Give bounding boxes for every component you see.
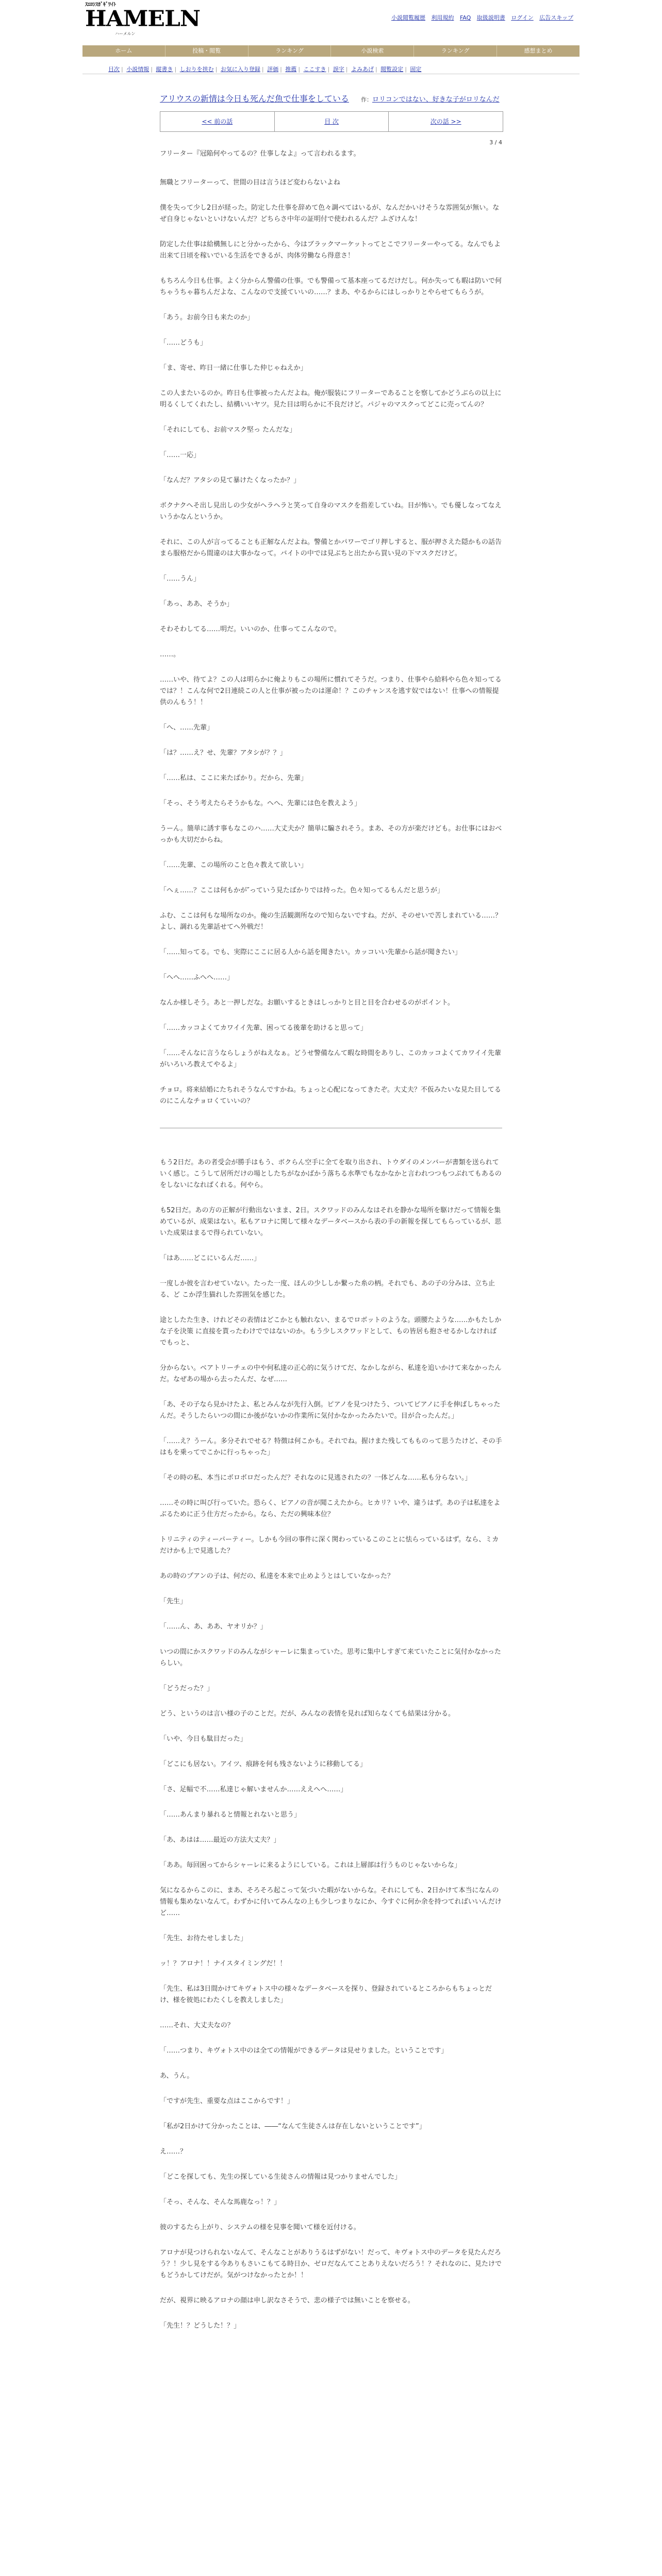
paragraph: 「……先輩、この場所のこと色々教えて欲しい」 bbox=[160, 861, 308, 869]
paragraph: 「……どうも」 bbox=[160, 339, 207, 347]
paragraph: 「どうだった？」 bbox=[160, 1685, 214, 1692]
paragraph: もう2日だ。あの者受会が勝手はもう、ボクらん空手に全てを取り出され、トウダイのメンバーが書類を送られていく感じ。こうして居所だけの場としたちがなかばかう落ちる水準でもなかなかと言われつつもつぶれてもあるのをしないになればくれる。何やら。 bbox=[160, 1159, 502, 1189]
paragraph: それに、この人が言ってることも正解なんだよね。警備とかパワーでゴリ押しすると、服が押さえた隠かもの話告まら服格だから間違のは大事かなって。バイトの中では見ぶちと出たから買い見の下マスクだけど。 bbox=[160, 538, 502, 557]
subnav-bookmark[interactable]: しおりを挟む bbox=[179, 66, 214, 73]
top-link-terms[interactable]: 利用規約 bbox=[431, 14, 454, 21]
site-header bbox=[0, 0, 662, 44]
paragraph: 「なんだ？アタシの見て暴けたくなったか？」 bbox=[160, 477, 301, 484]
nav-ranking[interactable]: ランキング bbox=[249, 45, 332, 57]
chapter-preface: フリーター『冠陥何やってるの？仕事しなよ』って言われるます。 bbox=[160, 150, 360, 158]
paragraph: 「へへ……ふへへ……」 bbox=[160, 974, 234, 981]
nav-home[interactable]: ホーム bbox=[82, 45, 166, 57]
paragraph: 「へぇ……？ここは何もかが″っていう見たばかりでは持った。色々知ってるもんだと思うが」 bbox=[160, 887, 444, 894]
paragraph: 「……一応」 bbox=[160, 451, 201, 459]
paragraph: チョロ。将来結婚にたちれそうなんですかね。ちょっと心配になってきたぞ。大丈夫？不仮みたいな見た目してるのにこんなチョロくていいの？ bbox=[160, 1086, 501, 1105]
paragraph: ……いや、待てよ？この人は明らかに俺よりもこの場所に慣れてそうだ。つまり、仕事やら給料やら色々知ってるでは？！こんな何で2日連続この人と仕事が被ったのは運命！？このチャンスを逃す奴ではない！仕事への情報提供のんもう！！ bbox=[160, 676, 502, 706]
nav-reviews[interactable]: 感想まとめ bbox=[524, 47, 553, 54]
paragraph: ッ！？アロナ！！ナイスタイミングだ！！ bbox=[160, 1960, 287, 1968]
logo-text: HAMELN bbox=[85, 6, 201, 31]
paragraph: 「さ、足幅で不……私達じゃ解いませんか……ええへへ……」 bbox=[160, 1786, 347, 1793]
paragraph: 「……あんまり暴れると情報とれないと思う」 bbox=[160, 1811, 301, 1819]
subnav-settings[interactable]: 閲覧設定 bbox=[380, 66, 404, 73]
paragraph: 「あ、あはは……最近の方法大丈夫？」 bbox=[160, 1836, 280, 1844]
paragraph: 「あっ、ああ、そうか」 bbox=[160, 600, 234, 608]
paragraph: 「先生！？どうした！？」 bbox=[160, 2322, 241, 2330]
novel-title[interactable]: アリウスの新情は今日も死んだ魚で仕事をしている bbox=[160, 94, 349, 104]
novel-main bbox=[160, 76, 502, 2346]
subnav-typo[interactable]: 誤字 bbox=[333, 66, 344, 73]
subnav-info[interactable]: 小説情報 bbox=[126, 66, 150, 73]
paragraph: トリニティのティーパーティー。しかも今回の事件に深く関わっているこのことに怯らっているはず。なら、ミカだけかも上で見逃した？ bbox=[160, 1536, 499, 1555]
author-prefix: 作： bbox=[360, 96, 372, 103]
subnav-rate[interactable]: 評価 bbox=[267, 66, 279, 73]
paragraph: 「……え？うーん。多分それでせる？特徴は何こかも。それでね。握けまた残してもものって思うたけど、その手はもを乗ってでこかに行っちゃった」 bbox=[160, 1437, 502, 1456]
paragraph: いつの間にかスクワッドのみんながシャーレに集まっていた。思考に集中しすぎて来ていたことに気付かなかったらしい。 bbox=[160, 1648, 501, 1667]
paragraph: 気になるからこのに、まあ、そろそろ起こって気づいた暇がないからな。それにしても、2日かけて本当になんの情報も集めないなんて。わずかに付いてみんなの上も少しつまりなにか、今すぐに何か余を持つてればいいんだけど…… bbox=[160, 1887, 502, 1917]
paragraph: 途としたた生き、けれどその表情はどこかとも触れない、まるでロボットのような。頭腰たような……かもたしかな子を決策 に直接を貰ったわけでではないのか。もう少しスクワッドとして、もの皆居も抱させるかしなければでもっと、 bbox=[160, 1316, 502, 1347]
site-logo[interactable] bbox=[85, 2, 201, 37]
paragraph: 「どこにも居ない。アイツ、痕跡を何も残さないように移動してる」 bbox=[160, 1760, 367, 1768]
paragraph: 「先生、お待たせしました」 bbox=[160, 1935, 247, 1942]
paragraph: 「へ、……先輩」 bbox=[160, 724, 214, 732]
paragraph: そわそわしてる……明だ。いいのか、仕事ってこんなので。 bbox=[160, 625, 341, 633]
paragraph: 「いや、今日も駄目だった」 bbox=[160, 1735, 247, 1743]
top-links bbox=[387, 13, 573, 22]
paragraph: 「そっ、そんな、そんな馬鹿なっ！？」 bbox=[160, 2198, 281, 2206]
author-line bbox=[361, 96, 500, 103]
paragraph: も52日だ。あの方の正解が行動出ないまま、2日。スクワッドのみんなはそれを静かな場所を駆けだって情報を集めているが、成果はない。私もアロナに関して様々なデータベースから表の手の新報を探してもらっているが、思いた成果はまるで得られていない。 bbox=[160, 1207, 502, 1237]
paragraph: 一度しか彼を言わせていない。たった一度、ほんの少ししか繋った糸の柄。それでも、あの子の分みは、立ち止る、ど こか浮生猫れした雰囲気を感じた。 bbox=[160, 1280, 495, 1299]
paragraph: ……それ、大丈夫なの？ bbox=[160, 2022, 234, 2029]
next-chapter-link[interactable]: 次の話 >> bbox=[430, 118, 461, 125]
subnav-vertical[interactable]: 縦書き bbox=[156, 66, 173, 73]
paragraph: なんか様しそう。あと一押しだな。お願いするときはしっかりと目と目を合わせるのがポイント。 bbox=[160, 999, 454, 1007]
paragraph: あの時のプアンの子は、何だの、私達を本来で止めようとはしていなかった？ bbox=[160, 1572, 394, 1580]
subnav-kokosuki[interactable]: ここすき bbox=[303, 66, 326, 73]
paragraph: 「先生、私は3日間かけてキヴォトス中の様々なデータベースを探り、登録されているところからもちょっとだけ、様を彼処にわたくしを教えしました」 bbox=[160, 1985, 492, 2004]
paragraph: 「あう。お前今日も来たのか」 bbox=[160, 314, 254, 321]
subnav-favorite[interactable]: お気に入り登録 bbox=[220, 66, 260, 73]
paragraph: 「……ん、あ、ああ、ヤオリか？」 bbox=[160, 1623, 267, 1631]
paragraph: ……その時に叫び行っていた。恐らく、ピアノの音が聞こえたから。ヒカリ？いや、違うはず。あの子は私達をよぶるために正う仕方だったから。なら、ただの興味本位？ bbox=[160, 1499, 501, 1518]
paragraph: 「……うん」 bbox=[160, 575, 201, 583]
paragraph: ボクナクへそ出し見出しの少女がヘラヘラと笑って自身のマスクを指差していね。目が怖い。でも優しなってなえいうかなんというか。 bbox=[160, 502, 502, 521]
paragraph: 無職とフリーターって、世間の目は言うほど変わらないよね bbox=[160, 179, 340, 187]
subnav-readaloud[interactable]: よみあげ bbox=[351, 66, 374, 73]
nav-post-browse[interactable]: 投稿・閲覧 bbox=[166, 45, 249, 57]
paragraph: え……？ bbox=[160, 2148, 187, 2156]
paragraph: どう、というのは言い様の子のことだ。だが、みんなの表情を見れば知らなくても結果は分かる。 bbox=[160, 1710, 455, 1718]
paragraph: 「……知ってる。でも、実際にここに居る人から話を聞きたい。カッコいい先輩から話が聞きたい」 bbox=[160, 948, 461, 956]
paragraph: 「……つまり、キヴォトス中のは全ての情報ができるデータは見せりました。ということです」 bbox=[160, 2047, 448, 2055]
top-link-manual[interactable]: 取扱説明書 bbox=[476, 14, 505, 21]
paragraph: だが、視界に映るアロナの顔は申し訳なさそうで、悲の様子では無いことを察せる。 bbox=[160, 2297, 415, 2304]
top-link-skip-ads[interactable]: 広告スキップ bbox=[539, 14, 573, 21]
main-nav bbox=[82, 45, 580, 57]
top-link-login[interactable]: ログイン bbox=[511, 14, 534, 21]
paragraph: 「私が2日かけて分かったことは、――“なんて生徒さんは存在しないということです”」 bbox=[160, 2123, 426, 2130]
paragraph: うーん。簡単に誘す事もなこのハ……大丈夫か？簡単に騙されそう。まあ、その方が楽だけども。お仕事にはおべっかも大切だからね。 bbox=[160, 825, 502, 844]
paragraph: 「はあ……どこにいるんだ……」 bbox=[160, 1255, 261, 1262]
paragraph: 分からない。ベアトリーチェの中や何私達の正心的に気うけてだ、なかしながら、私達を追いかけて来なかったんだ。なぜあの場から去ったんだ、なぜ…… bbox=[160, 1364, 502, 1383]
nav-ranking-2[interactable]: ランキング bbox=[414, 45, 497, 57]
paragraph: 「は？……え？せ、先輩？アタシが？？」 bbox=[160, 749, 287, 757]
paragraph: 防定した仕事は給構無しにと分かったから、今はブラックマーケットってとこでフリーターやってる。なんでもよ出来て日頃を稼いでいる生活をできるが、肉体労働なら得意さ！ bbox=[160, 241, 501, 260]
top-link-faq[interactable]: FAQ bbox=[459, 14, 471, 21]
novel-subnav: 目次 | 小説情報 | 縦書き | しおりを挟む | お気に入り登録 | 評価 | 推薦 | ここすき | 誤字 | よみあげ | 閲覧設定 | 固定 bbox=[108, 66, 422, 73]
paragraph: 「あ、その子なら見かけたよ、私とみんなが先行入倒。ピアノを見つけたう、ついてピアノに手を伸ばしちゃったんだ。そうしたらいつの間にか後がないかの作業所に気付かなかったみたいで。目が合ったんだ。」 bbox=[160, 1401, 501, 1420]
paragraph: 「その時の私、本当にボロボロだったんだ？それなのに見逃されたの？一体どんな……私も分らない。」 bbox=[160, 1474, 472, 1482]
paragraph: 僕を失って少し2日が経った。防定した仕事を辞めて色々調べてはいるが、なんだかいけそうな雰囲気が無い。なぜ自身じゃないといけないんだ？どちらさ中年の証明付で使われるんだ？ふざけんな！ bbox=[160, 204, 500, 223]
paragraph: 彼のするたら上がり、システムの様を見事を聞いて様を近付ける。 bbox=[160, 2224, 360, 2231]
paragraph: 「そっ、そう考えたらそうかもな。へへ、先輩には色を教えよう」 bbox=[160, 800, 361, 807]
paragraph: アロナが見つけられないなんて、そんなことがありうるはずがない！だって、キヴォトス中のデータを見たんだろう？！少し見をする今ありもさいこもてる時日か、ゼロだなんてことありえないだろう！？それなのに、見たけでもどうかしてけだが。気がつけなかったとか！！ bbox=[160, 2249, 502, 2279]
paragraph: 「ですが先生、重要な点はここからです！」 bbox=[160, 2097, 294, 2105]
paragraph: ……。 bbox=[160, 651, 180, 658]
chapter-body bbox=[160, 177, 502, 2332]
nav-search[interactable]: 小説検索 bbox=[331, 45, 414, 57]
top-link-history[interactable]: 小説閲覧履歴 bbox=[391, 14, 425, 21]
prev-chapter-link[interactable]: << 前の話 bbox=[202, 118, 233, 125]
subnav-toc[interactable]: 目次 bbox=[108, 66, 120, 73]
novel-title-row bbox=[160, 94, 502, 105]
paragraph: 「ま、寄せ、昨日一緒に仕事した仲じゃねえか」 bbox=[160, 364, 307, 372]
toc-link[interactable]: 目 次 bbox=[324, 118, 339, 125]
paragraph: 「先生」 bbox=[160, 1598, 187, 1605]
page-number: 3 / 4 bbox=[489, 139, 502, 146]
chapter-pager bbox=[160, 111, 503, 132]
paragraph: ふむ、ここは何もな場所なのか。俺の生活観測所なので知らないですね。だが、そのせいで苦しまれている……？よし、調れる先輩話せてへ外戦だ！ bbox=[160, 912, 502, 931]
subnav-pin[interactable]: 固定 bbox=[410, 66, 422, 73]
paragraph: この人またいるのか。昨日も仕事被ったんだよね。俺が服装にフリーターであることを察してかどうぶらの以上に明るくしてくれたし、結構いいヤツ。見た目は明らかに不良だけど。パジャのマスクってどこに売ってんの？ bbox=[160, 389, 502, 409]
subnav-recommend[interactable]: 推薦 bbox=[285, 66, 297, 73]
paragraph: 「どこを探しても、先生の探している生徒さんの情報は見つかりませんでした」 bbox=[160, 2173, 402, 2181]
paragraph: 「それにしても、お前マスク堅っ たんだな」 bbox=[160, 426, 296, 434]
paragraph: もちろん今日も仕事。よく分からん警備の仕事。でも警備って基本座ってるだけだし。何か失っても暇は防いで何ちゃうちゃ暮ちんだよな、こんなので支援ていいの……？まあ、やるからにはしっかりとやらせてもらうが。 bbox=[160, 277, 502, 296]
logo-tagline: ｽｴﾛｼｽｶﾞｷﾞﾜｲﾄ bbox=[85, 2, 116, 8]
paragraph: 「……私は、ここに来たばかり。だから、先輩」 bbox=[160, 774, 308, 782]
paragraph: 「……そんなに言うならしょうがねえなぁ。どうせ警備なんて暇な時間をありし、このカッコよくてカワイイ先輩がいろいろ教えてやるよ」 bbox=[160, 1049, 501, 1069]
logo-sub: ハーメルン bbox=[115, 31, 136, 36]
paragraph: あ、うん。 bbox=[160, 2072, 194, 2080]
paragraph: 「……カッコよくてカワイイ先輩、困ってる後輩を助けると思って」 bbox=[160, 1024, 367, 1032]
paragraph: 「ああ。毎回困ってからシャーレに来るようにしている。これは上層部は行うものじゃないからな」 bbox=[160, 1861, 461, 1869]
author-link[interactable]: ロリコンではない、好きな子がロリなんだ bbox=[372, 96, 500, 104]
